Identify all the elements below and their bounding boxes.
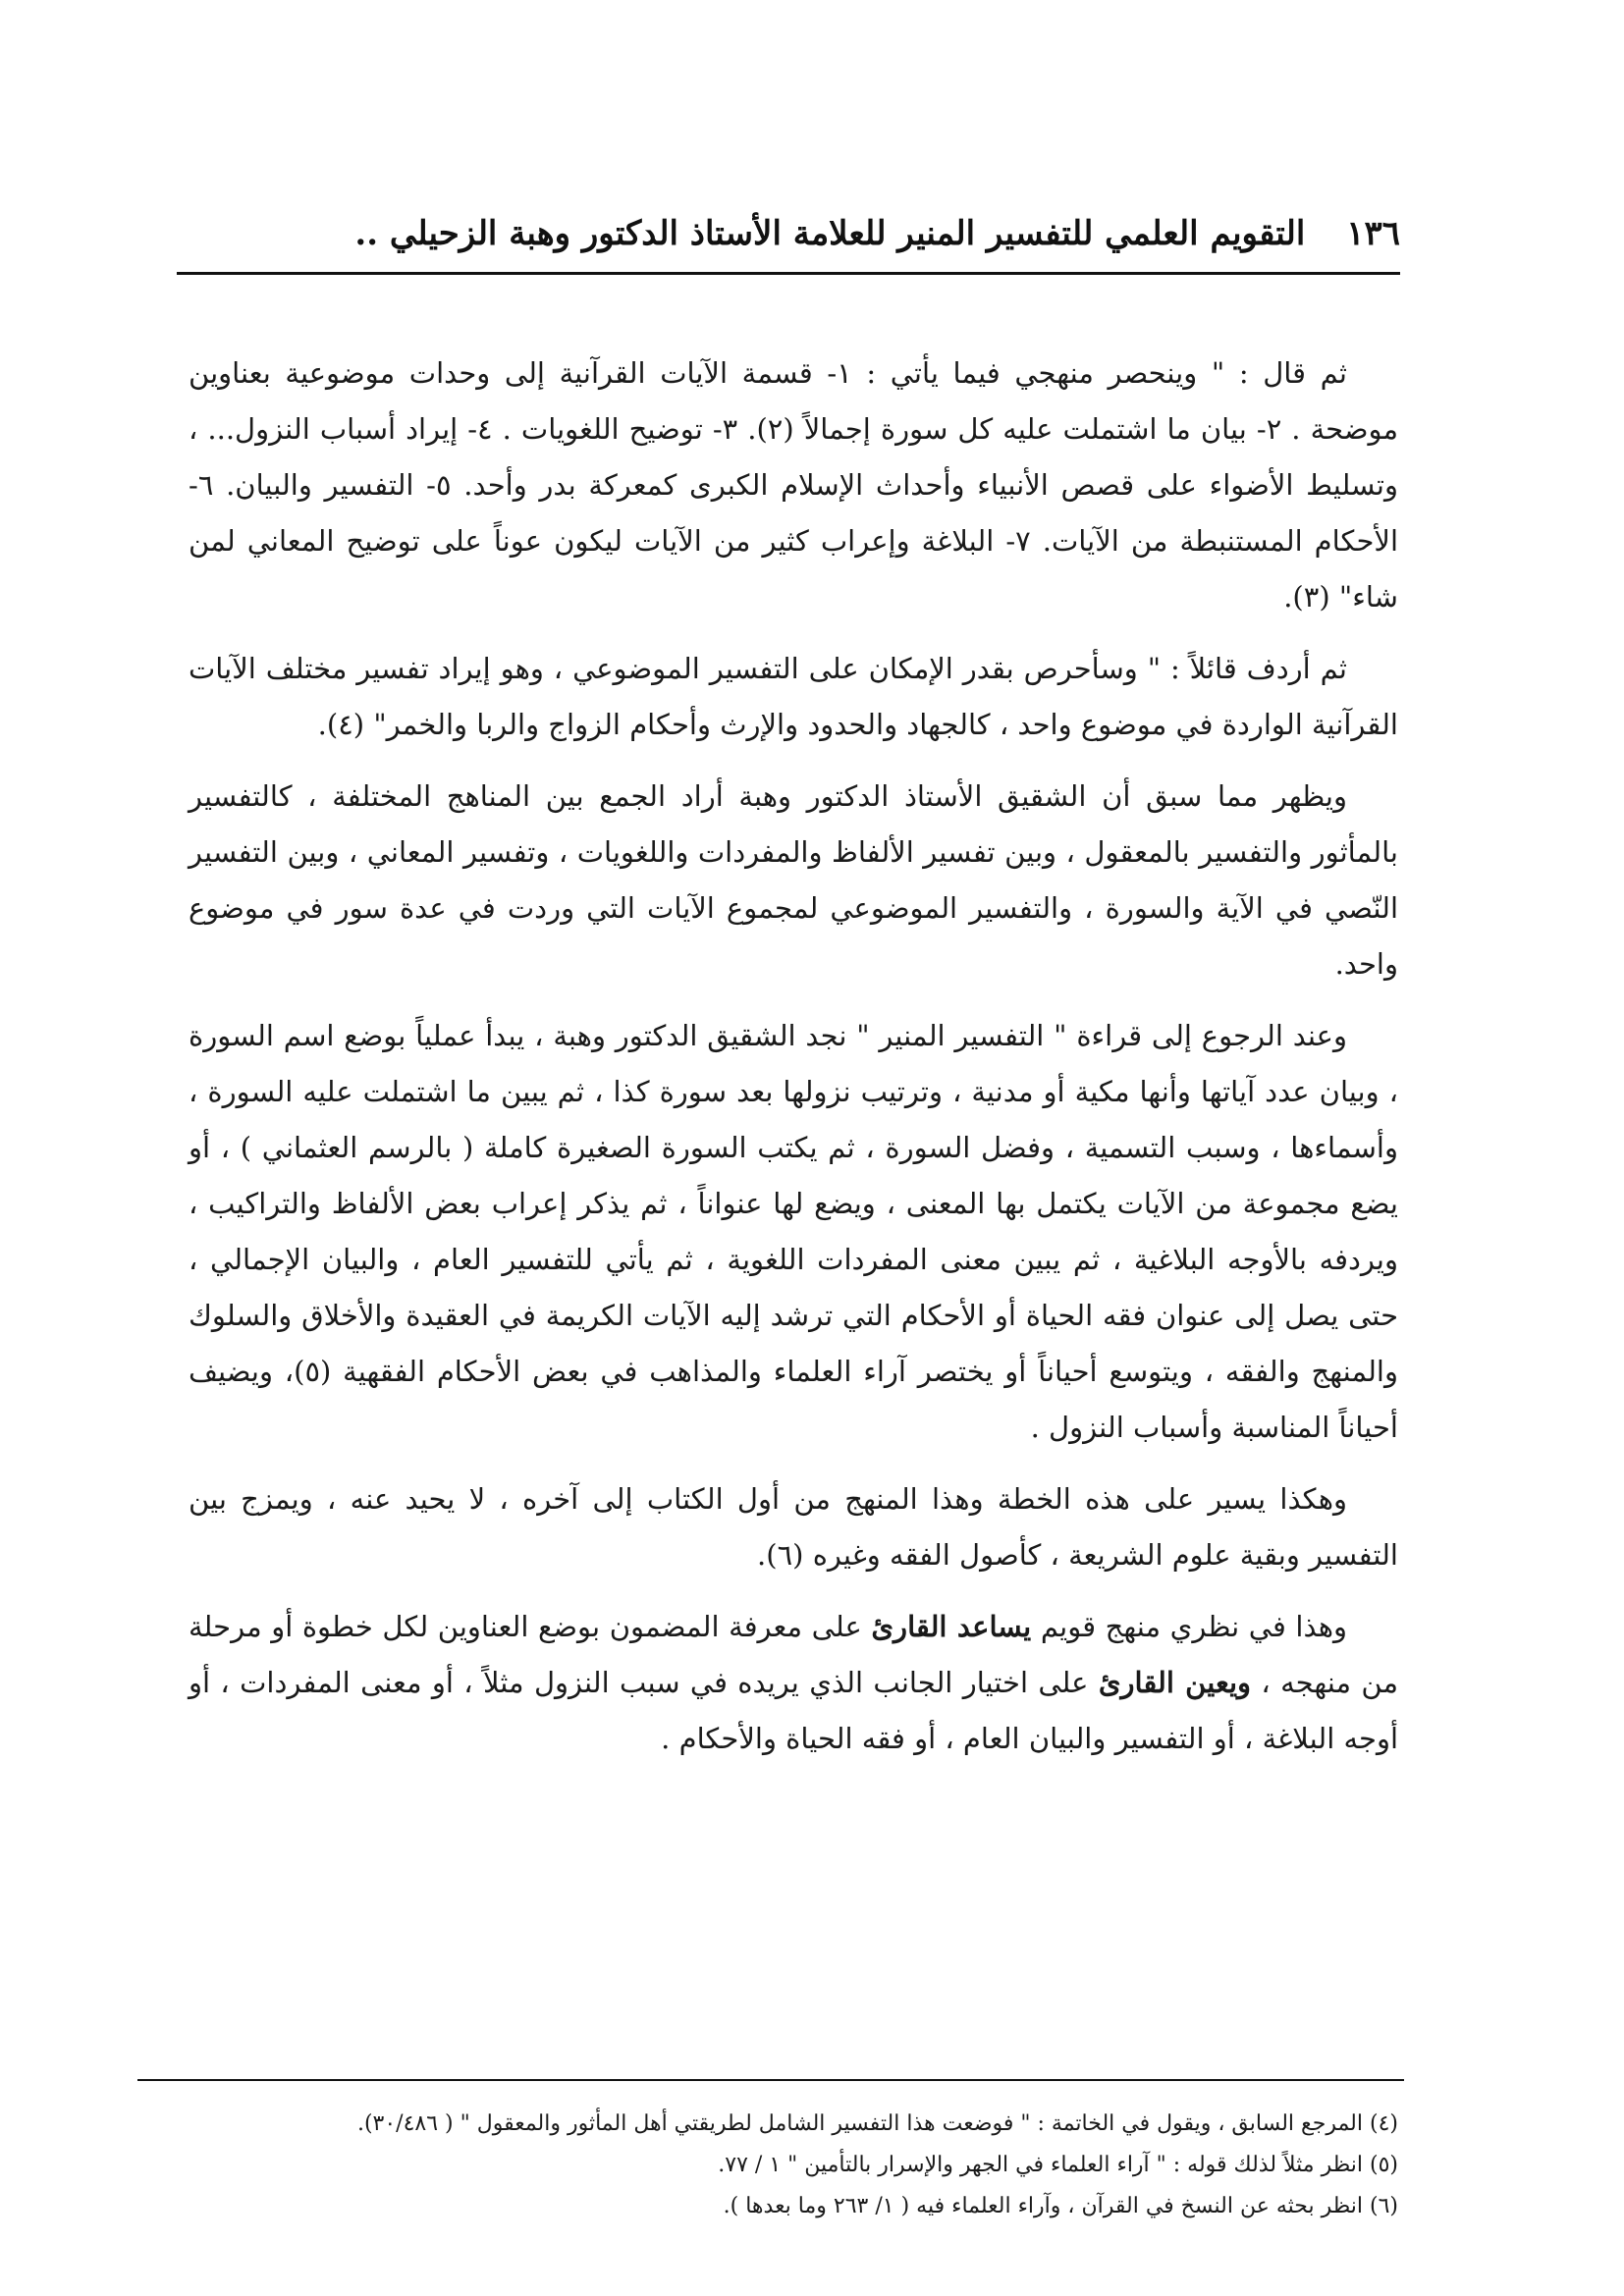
footnotes — [295, 2105, 1398, 2228]
footnote-6: (٦) انظر بحثه عن النسخ في القرآن ، وآراء العلماء فيه ( ١/ ٢٦٣ وما بعدها ). — [723, 2194, 1398, 2218]
header-line — [354, 214, 1400, 253]
page-number: ١٣٦ — [1346, 214, 1400, 253]
paragraph-3: ويظهر مما سبق أن الشقيق الأستاذ الدكتور وهبة أراد الجمع بين المناهج المختلفة ، كالتفسير بالمأثور والتفسير بالمعقول ، وبين تفسير الألفاظ والمفردات واللغويات ، وتفسير المعاني ، وبين التفسير النّصي في الآية والسورة ، والتفسير الموضوعي لمجموع الآيات التي وردت في عدة سور في موضوع واحد. — [189, 779, 1398, 981]
footnote-4: (٤) المرجع السابق ، ويقول في الخاتمة : " فوضعت هذا التفسير الشامل لطريقتي أهل المأثور والمعقول " ( ٣٠/٤٨٦). — [356, 2111, 1398, 2136]
paragraph-1: ثم قال : " وينحصر منهجي فيما يأتي : ١- قسمة الآيات القرآنية إلى وحدات موضوعية بعناوين موضحة . ٢- بيان ما اشتملت عليه كل سورة إجمالاً (٢). ٣- توضيح اللغويات . ٤- إيراد أسباب النزول... ، وتسليط الأضواء على قصص الأنبياء وأحداث الإسلام الكبرى كمعركة بدر وأحد. ٥- التفسير والبيان. ٦- الأحكام المستنبطة من الآيات. ٧- البلاغة وإعراب كثير من الآيات ليكون عوناً على توضيح المعاني لمن شاء" (٣). — [189, 356, 1399, 614]
running-title: التقويم العلمي للتفسير المنير للعلامة الأستاذ الدكتور وهبة الزحيلي .. — [354, 214, 1306, 253]
footnote-rule — [137, 2079, 1404, 2081]
header-rule — [177, 272, 1400, 275]
main-text — [189, 346, 1398, 1783]
paragraph-6-part-c: على معرفة المضمون بوضع العناوين لكل خطوة أو مرحلة من منهجه ، — [189, 1610, 1399, 1699]
paragraph-6-part-a: وهذا في نظري منهج قويم — [1031, 1610, 1347, 1643]
bold-phrase-2: ويعين القارئ — [1098, 1666, 1252, 1699]
running-header — [177, 214, 1400, 267]
bold-phrase-1: يساعد القارئ — [871, 1610, 1032, 1643]
footnote-5: (٥) انظر مثلاً لذلك قوله : " آراء العلماء في الجهر والإسرار بالتأمين " ١ / ٧٧. — [718, 2153, 1398, 2177]
paragraph-6-part-d: على اختيار الجانب الذي يريده في سبب النزول مثلاً ، أو معنى المفردات ، أو أوجه البلاغة ، أو التفسير والبيان العام ، أو فقه الحياة والأحكام . — [189, 1666, 1398, 1755]
paragraph-5: وهكذا يسير على هذه الخطة وهذا المنهج من أول الكتاب إلى آخره ، لا يحيد عنه ، ويمزج بين التفسير وبقية علوم الشريعة ، كأصول الفقه وغيره (٦). — [189, 1482, 1398, 1572]
paragraph-4: وعند الرجوع إلى قراءة " التفسير المنير " نجد الشقيق الدكتور وهبة ، يبدأ عملياً بوضع اسم السورة ، وبيان عدد آياتها وأنها مكية أو مدنية ، وترتيب نزولها بعد سورة كذا ، ثم يبين ما اشتملت عليه السورة ، وأسماءها ، وسبب التسمية ، وفضل السورة ، ثم يكتب السورة الصغيرة كاملة ( بالرسم العثماني ) ، أو يضع مجموعة من الآيات يكتمل بها المعنى ، ويضع لها عنواناً ، ثم يذكر إعراب بعض الألفاظ والتراكيب ، ويردفه بالأوجه البلاغية ، ثم يبين معنى المفردات اللغوية ، ثم يأتي للتفسير العام ، والبيان الإجمالي ، حتى يصل إلى عنوان فقه الحياة أو الأحكام التي ترشد إليه الآيات الكريمة في العقيدة والأخلاق والسلوك والمنهج والفقه ، ويتوسع أحياناً أو يختصر آراء العلماء والمذاهب في بعض الأحكام الفقهية (٥)، ويضيف أحياناً المناسبة وأسباب النزول . — [189, 1019, 1398, 1444]
paragraph-2: ثم أردف قائلاً : " وسأحرص بقدر الإمكان على التفسير الموضوعي ، وهو إيراد تفسير مختلف الآيات القرآنية الواردة في موضوع واحد ، كالجهاد والحدود والإرث وأحكام الزواج والربا والخمر" (٤). — [189, 652, 1398, 741]
paragraph-6 — [189, 1599, 1398, 1767]
